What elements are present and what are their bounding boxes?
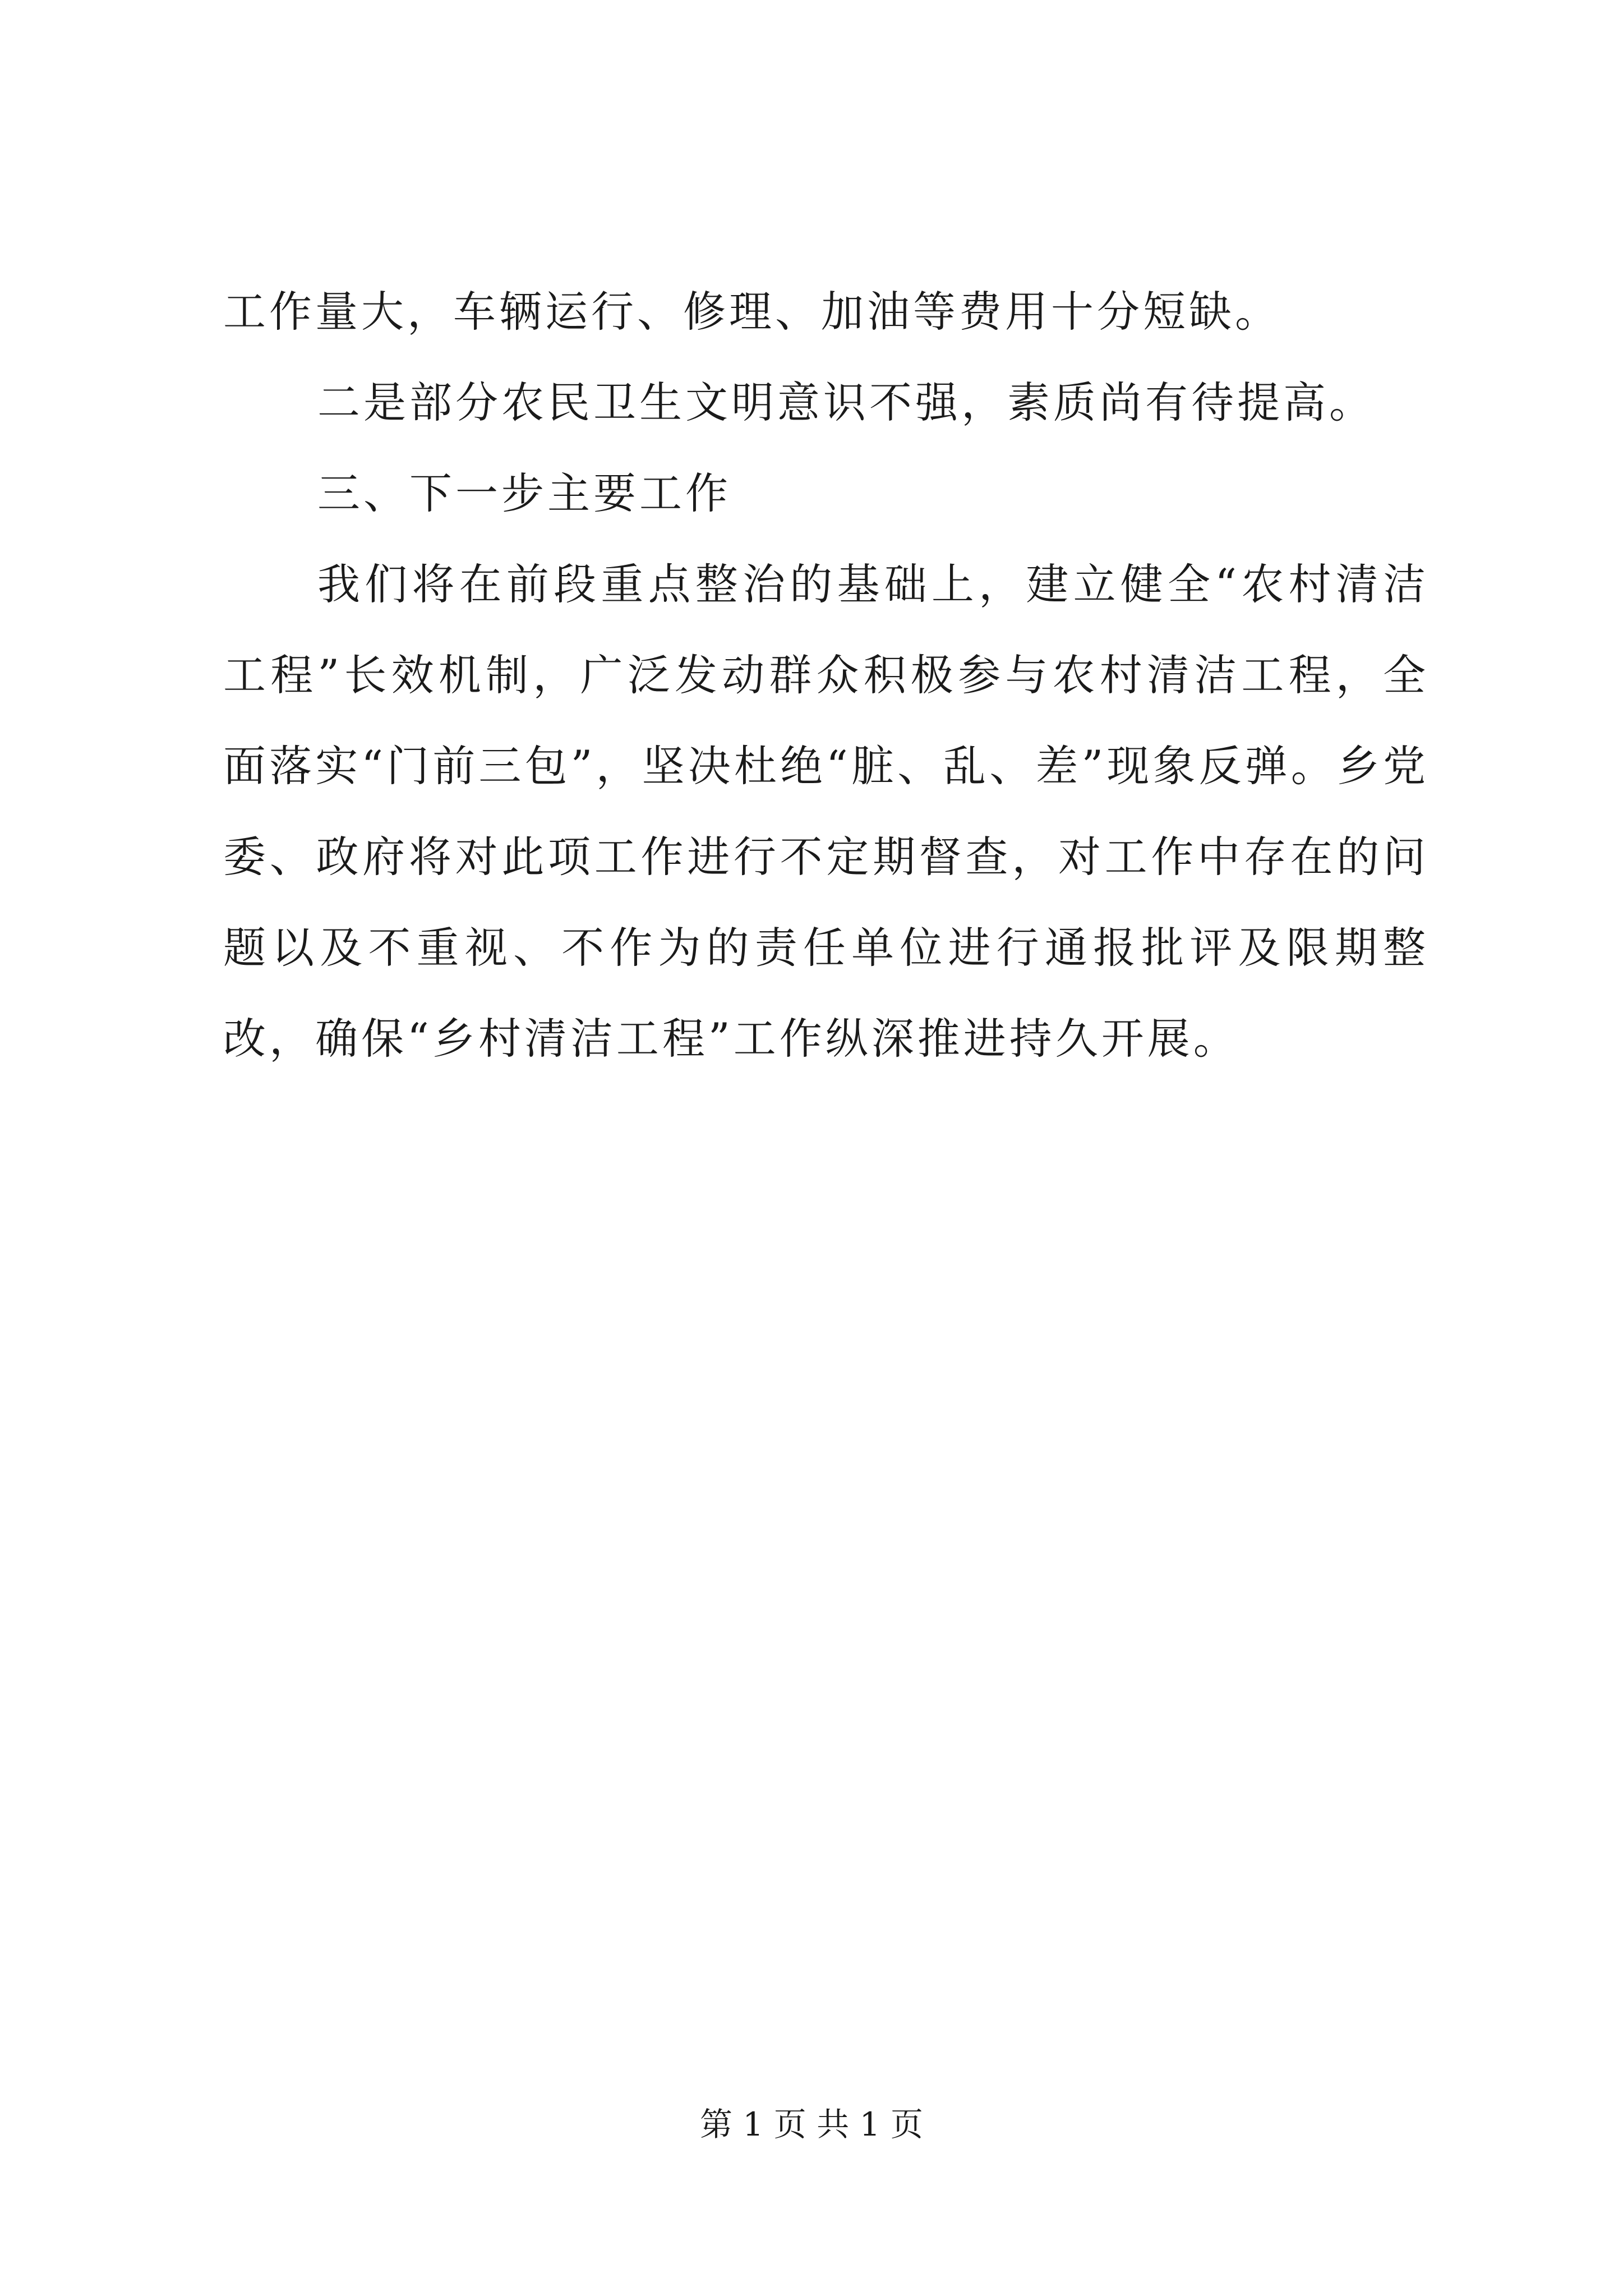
document-body (223, 266, 1429, 1084)
section-heading-next-steps: 三、下一步主要工作 (317, 468, 731, 518)
paragraph-next-steps: 我们将在前段重点整治的基础上，建立健全“农村清洁工程”长效机制，广泛发动群众积极参与农村清洁工程，全面落实“门前三包”，坚决杜绝“脏、乱、差”现象反弹。乡党委、政府将对此项工作进行不定期督查，对工作中存在的问题以及不重视、不作为的责任单位进行通报批评及限期整改，确保“乡村清洁工程”工作纵深推进持久开展。 (223, 559, 1429, 1064)
page-number-footer: 第 1 页 共 1 页 (700, 2105, 923, 2143)
paragraph-problem-two: 二是部分农民卫生文明意识不强，素质尚有待提高。 (317, 378, 1375, 427)
paragraph-continuation: 工作量大，车辆运行、修理、加油等费用十分短缺。 (223, 287, 1281, 337)
